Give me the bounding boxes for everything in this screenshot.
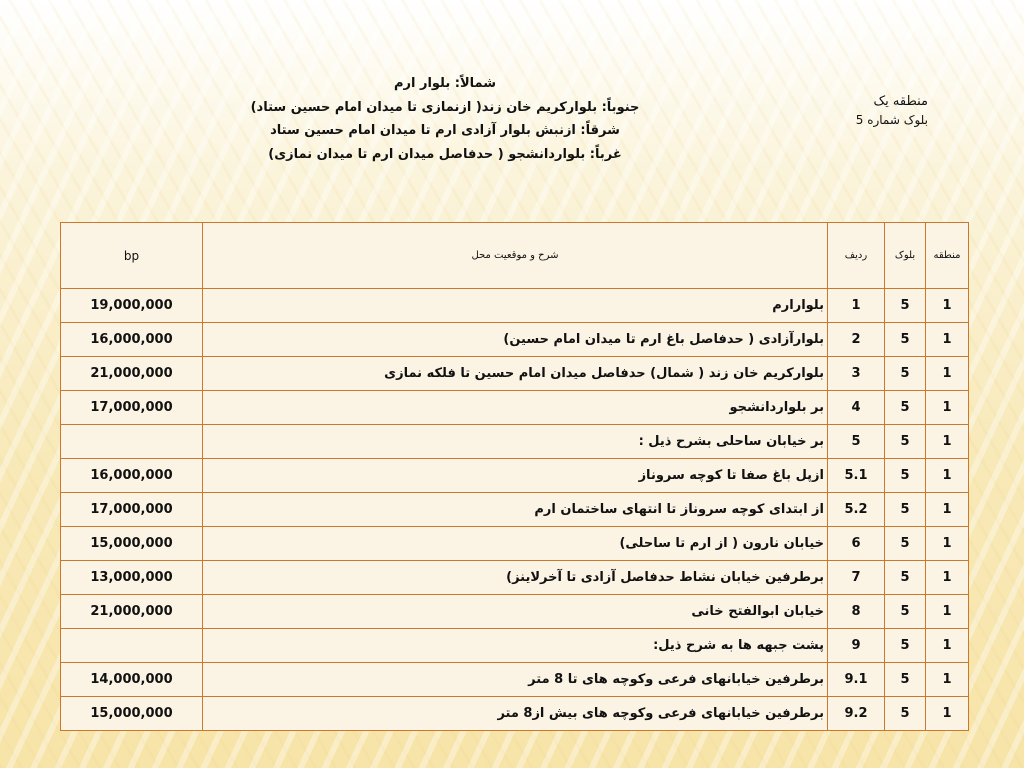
- cell-block: 5: [885, 527, 926, 561]
- table-row: [61, 561, 969, 595]
- cell-price: 21,000,000: [61, 595, 203, 629]
- cell-description: برطرفین خیابانهای فرعی وکوچه های تا 8 متر: [203, 663, 828, 697]
- boundary-north: شمالاً: بلوار ارم: [393, 76, 497, 91]
- cell-description: برطرفین خیابانهای فرعی وکوچه های بیش از8 متر: [203, 697, 828, 731]
- cell-row: 9.1: [828, 663, 885, 697]
- cell-price: 15,000,000: [61, 697, 203, 731]
- cell-price: 13,000,000: [61, 561, 203, 595]
- boundary-west: غرباً: بلواردانشجو ( حدفاصل میدان ارم تا میدان نمازی): [268, 146, 622, 162]
- table-row: [61, 697, 969, 731]
- cell-price: 21,000,000: [61, 357, 203, 391]
- cell-row: 4: [828, 391, 885, 425]
- boundaries-text: [200, 72, 690, 166]
- cell-block: 5: [885, 425, 926, 459]
- cell-region: 1: [926, 595, 969, 629]
- boundary-south: جنوباً: بلوارکریم خان زند( ازنمازی تا میدان امام حسین ستاد): [250, 99, 640, 115]
- cell-price: 19,000,000: [61, 289, 203, 323]
- table-row: [61, 289, 969, 323]
- header-row: ردیف: [828, 223, 885, 289]
- table-row: [61, 425, 969, 459]
- cell-block: 5: [885, 697, 926, 731]
- cell-description: بلوارارم: [203, 289, 828, 323]
- cell-row: 9.2: [828, 697, 885, 731]
- header-block: بلوک: [885, 223, 926, 289]
- cell-block: 5: [885, 561, 926, 595]
- header-description: شرح و موقعیت محل: [203, 223, 828, 289]
- cell-region: 1: [926, 425, 969, 459]
- table-row: [61, 663, 969, 697]
- cell-region: 1: [926, 459, 969, 493]
- cell-region: 1: [926, 493, 969, 527]
- header-price: bp: [61, 223, 203, 289]
- cell-block: 5: [885, 459, 926, 493]
- cell-region: 1: [926, 663, 969, 697]
- cell-block: 5: [885, 663, 926, 697]
- cell-block: 5: [885, 629, 926, 663]
- cell-region: 1: [926, 323, 969, 357]
- cell-region: 1: [926, 561, 969, 595]
- table-row: [61, 459, 969, 493]
- cell-region: 1: [926, 391, 969, 425]
- cell-block: 5: [885, 357, 926, 391]
- cell-row: 5.1: [828, 459, 885, 493]
- cell-row: 8: [828, 595, 885, 629]
- cell-price: 16,000,000: [61, 459, 203, 493]
- table-row: [61, 629, 969, 663]
- cell-row: 7: [828, 561, 885, 595]
- table-row: [61, 527, 969, 561]
- table-body: [61, 289, 969, 731]
- cell-region: 1: [926, 289, 969, 323]
- region-block-label: [820, 92, 928, 130]
- cell-description: خیابان ابوالفتح خانی: [203, 595, 828, 629]
- cell-price: [61, 629, 203, 663]
- cell-price: 17,000,000: [61, 493, 203, 527]
- block-label: بلوک شماره 5: [855, 113, 928, 127]
- table-row: [61, 595, 969, 629]
- cell-description: پشت جبهه ها به شرح ذیل:: [203, 629, 828, 663]
- boundary-east: شرقاً: ازنبش بلوار آزادی ارم تا میدان امام حسین ستاد: [270, 123, 620, 138]
- cell-description: بر خیابان ساحلی بشرح ذیل :: [203, 425, 828, 459]
- table-header-row: [61, 223, 969, 289]
- cell-region: 1: [926, 697, 969, 731]
- region-label: منطقه یک: [873, 94, 928, 109]
- table-row: [61, 357, 969, 391]
- cell-description: بر بلواردانشجو: [203, 391, 828, 425]
- cell-region: 1: [926, 629, 969, 663]
- cell-price: 14,000,000: [61, 663, 203, 697]
- cell-price: 16,000,000: [61, 323, 203, 357]
- table-row: [61, 323, 969, 357]
- cell-region: 1: [926, 357, 969, 391]
- cell-description: خیابان نارون ( از ارم تا ساحلی): [203, 527, 828, 561]
- cell-block: 5: [885, 595, 926, 629]
- cell-row: 6: [828, 527, 885, 561]
- cell-block: 5: [885, 391, 926, 425]
- cell-price: [61, 425, 203, 459]
- table-row: [61, 493, 969, 527]
- cell-row: 3: [828, 357, 885, 391]
- cell-block: 5: [885, 323, 926, 357]
- cell-row: 5: [828, 425, 885, 459]
- cell-block: 5: [885, 289, 926, 323]
- cell-description: ازپل باغ صفا تا کوچه سروناز: [203, 459, 828, 493]
- cell-description: برطرفین خیابان نشاط حدفاصل آزادی تا آخرلاینز): [203, 561, 828, 595]
- cell-description: بلوارآزادی ( حدفاصل باغ ارم تا میدان امام حسین): [203, 323, 828, 357]
- cell-row: 5.2: [828, 493, 885, 527]
- cell-row: 2: [828, 323, 885, 357]
- cell-row: 1: [828, 289, 885, 323]
- cell-description: بلوارکریم خان زند ( شمال) حدفاصل میدان امام حسین تا فلکه نمازی: [203, 357, 828, 391]
- table-row: [61, 391, 969, 425]
- cell-region: 1: [926, 527, 969, 561]
- cell-row: 9: [828, 629, 885, 663]
- cell-description: از ابتدای کوچه سروناز تا انتهای ساختمان ارم: [203, 493, 828, 527]
- cell-block: 5: [885, 493, 926, 527]
- header-region: منطقه: [926, 223, 969, 289]
- cell-price: 17,000,000: [61, 391, 203, 425]
- price-table: [60, 222, 969, 731]
- cell-price: 15,000,000: [61, 527, 203, 561]
